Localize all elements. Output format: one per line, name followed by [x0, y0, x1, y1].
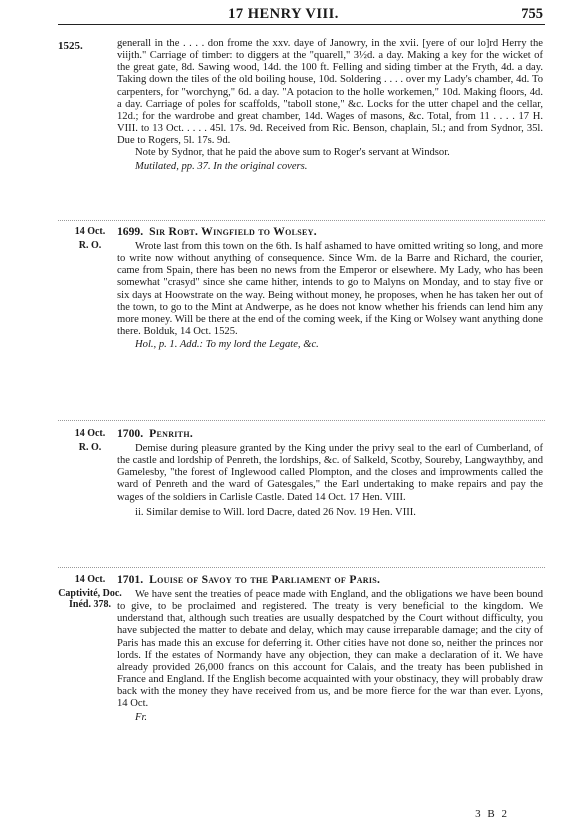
continuation-text: generall in the . . . . don frome the xxv. daye of Janowry, in the xvii. [yere of our lo]rd Herry the viijth." Carriage of timber: to diggers at the "quarell," 3½d. a day. Making a key for the wicket of the great gate, 8d. Sawing wood, 14d. the 100 ft. Felling and siding timber at the Fryth, 4d. a day. Taking down the tiles of the old boiling house, 10d. Soldering . . . . over my Lady's chamber, 4d. To carpenters, for "worchyng," 6d. a day. "A potacion to the holle workemen," 10d. Making floors, 4d. a day. Carriage of poles for scaffolds, "taboll stone," &c. Locks for the utter chapel and the cellar, 12d.; for the wardrobe and great chamber, 14d. Wages of masons, &c. Total, from 11 . . . . 17 H. VIII. to 13 Oct. . . . . 45l. 17s. 9d. Received from Ric. Benson, chaplain, 5l.; and from Sydnor, 35l. Due to Rogers, 5l. 17s. 9d. — [117, 38, 543, 147]
entry-sub: ii. Similar demise to Will. lord Dacre, dated 26 Nov. 19 Hen. VIII. — [135, 506, 416, 518]
entry-separator — [58, 420, 545, 421]
entry-meta: Hol., p. 1. Add.: To my lord the Legate, &c. — [135, 339, 319, 351]
margin-year: 1525. — [58, 40, 83, 52]
entry-date: 14 Oct. — [74, 226, 106, 237]
entry-body: We have sent the treaties of peace made with England, and the obligations we have been bound to give, to be proclaimed and registered. The treaty is very beneficial to the kingdom. We understand that, although such treaties are usually despatched by the Court without difficulty, you have subjected the matter to debate and delay, which may cause irreparable damage; and the city of Paris has made this an excuse for deferring it. Other cities have not done so, neither the princes nor lords. If the estates of Normandy have any objection, they can make a declaration of it. We have already provided 26,000 francs on this account for Calais, and the treaty has been published in France and England. If the English become acquainted with your obstinacy, they will probably draw back with the money they have received from us, and be more fierce for the war than ever. Lyons, 14 Oct. — [117, 589, 543, 710]
page-number: 755 — [521, 6, 543, 22]
entry-number: 1699. — [117, 225, 144, 238]
continuation-block — [117, 38, 543, 173]
continuation-meta: Mutilated, pp. 37. In the original covers. — [135, 160, 308, 172]
header-rule — [58, 24, 545, 25]
continuation-note: Note by Sydnor, that he paid the above sum to Roger's servant at Windsor. — [135, 147, 450, 159]
entry-title: Penrith. — [149, 427, 194, 440]
entry-1700 — [117, 427, 543, 530]
entry-1699 — [117, 225, 543, 351]
entry-source: R. O. — [78, 240, 102, 251]
entry-separator — [58, 567, 545, 568]
entry-date: 14 Oct. — [74, 574, 106, 585]
entry-body: Demise during pleasure granted by the King under the privy seal to the earl of Cumberland, of the castle and lordship of Penreth, the lordships, &c. of Salkeld, Scotby, Soureby, Langwaythby, and Gamelesby, "the forest of Inglewood called Plompton, and the closes and improwments called the ward of Penreth and the ward of Gatesgales," the Earl undertaking to make repairs and pay the wages of the soldiers in Carlisle Castle. Dated 14 Oct. 17 Hen. VIII. — [117, 443, 543, 503]
entry-number: 1700. — [117, 427, 144, 440]
entry-separator — [58, 220, 545, 221]
entry-heading — [117, 225, 543, 238]
entry-heading — [117, 427, 543, 440]
entry-meta: Fr. — [135, 711, 148, 723]
running-title: 17 HENRY VIII. — [228, 6, 339, 22]
signature-mark: 3 B 2 — [475, 808, 509, 820]
entry-title: Louise of Savoy to the Parliament of Paris. — [149, 573, 381, 586]
entry-heading — [117, 573, 543, 586]
entry-title: Sir Robt. Wingfield to Wolsey. — [149, 225, 317, 238]
entry-source: R. O. — [78, 442, 102, 453]
entry-body: Wrote last from this town on the 6th. Is half ashamed to have omitted writing so long, and more to write now without anything of consequence. Since Wm. de la Barre and Richard, the courier, came from Spain, there has been no news from the Emperor or elsewhere. My Lady, who has been somewhat "crasyd" since she came hither, intends to go to Malyns on Monday, and to stay five or six days at Hoowstrate on the way. Being without money, he proposes, when he has taken her out of the town, to go to the Mint at Andwerpe, as he does not know whether his friends can lend him any more money. Will be there at the end of the coming week, if the King or Wolsey want anything done there. Bolduk, 14 Oct. 1525. — [117, 241, 543, 338]
entry-1701 — [117, 573, 543, 724]
entry-number: 1701. — [117, 573, 144, 586]
entry-date: 14 Oct. — [74, 428, 106, 439]
entry-source: Captivité, Doc. Inéd. 378. — [58, 588, 122, 610]
